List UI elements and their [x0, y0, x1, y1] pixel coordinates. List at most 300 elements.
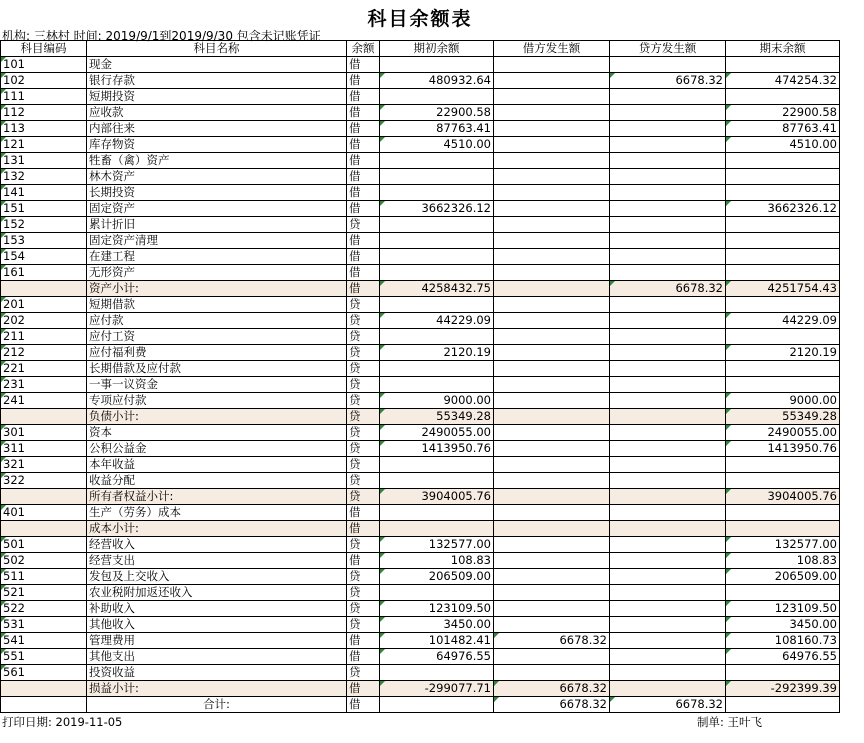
cell-direction: 贷: [347, 441, 380, 457]
cell-opening: [380, 457, 494, 473]
cell-direction: 借: [347, 105, 380, 121]
cell-code: 151: [1, 201, 87, 217]
header-code: 科目编码: [1, 41, 87, 57]
cell-opening: [380, 89, 494, 105]
cell-credit: [610, 297, 726, 313]
cell-debit: [494, 137, 610, 153]
cell-opening: 132577.00: [380, 537, 494, 553]
cell-name: 银行存款: [87, 73, 347, 89]
cell-direction: 贷: [347, 377, 380, 393]
cell-debit: [494, 409, 610, 425]
cell-closing: [726, 89, 840, 105]
cell-debit: [494, 105, 610, 121]
cell-credit: [610, 681, 726, 697]
total-row: [1, 697, 840, 713]
cell-code: 531: [1, 617, 87, 633]
cell-debit: [494, 169, 610, 185]
print-date: 打印日期: 2019-11-05: [2, 715, 123, 729]
cell-credit: [610, 425, 726, 441]
cell-opening: 3904005.76: [380, 489, 494, 505]
cell-closing: -292399.39: [726, 681, 840, 697]
cell-closing: 2490055.00: [726, 425, 840, 441]
cell-name: 无形资产: [87, 265, 347, 281]
cell-debit: [494, 217, 610, 233]
cell-opening: 4510.00: [380, 137, 494, 153]
cell-closing: [726, 377, 840, 393]
cell-debit: [494, 281, 610, 297]
table-row: [1, 137, 840, 153]
cell-closing: 108160.73: [726, 633, 840, 649]
cell-debit: [494, 121, 610, 137]
cell-name: 补助收入: [87, 601, 347, 617]
report-meta: 机构: 三林村 时间: 2019/9/1到2019/9/30 包含未记账凭证: [2, 29, 321, 43]
cell-direction: 贷: [347, 409, 380, 425]
cell-direction: 借: [347, 137, 380, 153]
cell-closing: 2120.19: [726, 345, 840, 361]
cell-closing: 44229.09: [726, 313, 840, 329]
cell-debit: [494, 153, 610, 169]
cell-debit: [494, 489, 610, 505]
cell-direction: 借: [347, 505, 380, 521]
cell-debit: [494, 521, 610, 537]
cell-credit: [610, 329, 726, 345]
cell-debit: [494, 329, 610, 345]
cell-debit: [494, 569, 610, 585]
cell-name: 公积公益金: [87, 441, 347, 457]
cell-opening: [380, 265, 494, 281]
cell-name: 应付工资: [87, 329, 347, 345]
cell-opening: 44229.09: [380, 313, 494, 329]
cell-closing: 4510.00: [726, 137, 840, 153]
cell-name: 林木资产: [87, 169, 347, 185]
cell-direction: 借: [347, 553, 380, 569]
cell-credit: [610, 649, 726, 665]
header-credit: 贷方发生额: [610, 41, 726, 57]
table-row: [1, 329, 840, 345]
cell-credit: [610, 601, 726, 617]
cell-name: 短期投资: [87, 89, 347, 105]
cell-name: 合计:: [87, 697, 347, 713]
cell-direction: 贷: [347, 425, 380, 441]
cell-opening: 101482.41: [380, 633, 494, 649]
cell-debit: [494, 441, 610, 457]
cell-closing: 1413950.76: [726, 441, 840, 457]
cell-debit: [494, 73, 610, 89]
cell-code: 541: [1, 633, 87, 649]
header-debit: 借方发生额: [494, 41, 610, 57]
cell-debit: [494, 457, 610, 473]
cell-credit: [610, 521, 726, 537]
cell-direction: 借: [347, 153, 380, 169]
table-row: [1, 217, 840, 233]
table-row: [1, 201, 840, 217]
cell-name: 现金: [87, 57, 347, 73]
cell-debit: [494, 89, 610, 105]
cell-code: 521: [1, 585, 87, 601]
cell-name: 短期借款: [87, 297, 347, 313]
cell-code: [1, 521, 87, 537]
cell-credit: [610, 313, 726, 329]
cell-credit: [610, 185, 726, 201]
cell-code: 221: [1, 361, 87, 377]
cell-credit: [610, 361, 726, 377]
header-closing: 期末余额: [726, 41, 840, 57]
cell-code: 501: [1, 537, 87, 553]
cell-debit: [494, 585, 610, 601]
cell-debit: [494, 393, 610, 409]
cell-name: 在建工程: [87, 249, 347, 265]
cell-code: 161: [1, 265, 87, 281]
cell-debit: [494, 201, 610, 217]
cell-direction: 贷: [347, 329, 380, 345]
cell-name: 库存物资: [87, 137, 347, 153]
cell-name: 投资收益: [87, 665, 347, 681]
cell-debit: [494, 473, 610, 489]
cell-debit: [494, 185, 610, 201]
cell-closing: 3904005.76: [726, 489, 840, 505]
cell-credit: [610, 393, 726, 409]
cell-opening: [380, 233, 494, 249]
cell-opening: [380, 217, 494, 233]
cell-direction: 借: [347, 201, 380, 217]
cell-code: 551: [1, 649, 87, 665]
cell-name: 经营收入: [87, 537, 347, 553]
cell-debit: [494, 665, 610, 681]
cell-opening: 3662326.12: [380, 201, 494, 217]
table-body: [1, 57, 840, 713]
cell-closing: [726, 185, 840, 201]
cell-opening: 4258432.75: [380, 281, 494, 297]
cell-debit: [494, 553, 610, 569]
cell-name: 所有者权益小计:: [87, 489, 347, 505]
table-row: [1, 505, 840, 521]
cell-code: 113: [1, 121, 87, 137]
cell-debit: 6678.32: [494, 697, 610, 713]
cell-credit: [610, 233, 726, 249]
cell-code: [1, 681, 87, 697]
cell-direction: 借: [347, 633, 380, 649]
cell-credit: [610, 457, 726, 473]
cell-name: 损益小计:: [87, 681, 347, 697]
subtotal-row: [1, 521, 840, 537]
table-row: [1, 297, 840, 313]
table-row: [1, 393, 840, 409]
table-row: [1, 585, 840, 601]
cell-opening: 2120.19: [380, 345, 494, 361]
cell-credit: [610, 137, 726, 153]
cell-credit: [610, 665, 726, 681]
cell-debit: [494, 249, 610, 265]
cell-credit: [610, 633, 726, 649]
cell-closing: 55349.28: [726, 409, 840, 425]
cell-closing: 474254.32: [726, 73, 840, 89]
cell-direction: 借: [347, 681, 380, 697]
table-row: [1, 121, 840, 137]
table-row: [1, 649, 840, 665]
cell-closing: [726, 585, 840, 601]
cell-opening: [380, 505, 494, 521]
cell-opening: [380, 57, 494, 73]
cell-direction: 贷: [347, 489, 380, 505]
cell-opening: 108.83: [380, 553, 494, 569]
cell-code: 561: [1, 665, 87, 681]
cell-opening: 22900.58: [380, 105, 494, 121]
cell-name: 固定资产清理: [87, 233, 347, 249]
cell-code: 502: [1, 553, 87, 569]
cell-code: 152: [1, 217, 87, 233]
cell-credit: 6678.32: [610, 281, 726, 297]
cell-credit: [610, 473, 726, 489]
table-row: [1, 185, 840, 201]
cell-name: 其他收入: [87, 617, 347, 633]
table-row: [1, 89, 840, 105]
cell-opening: [380, 297, 494, 313]
table-row: [1, 441, 840, 457]
cell-direction: 贷: [347, 457, 380, 473]
cell-direction: 贷: [347, 665, 380, 681]
cell-code: 301: [1, 425, 87, 441]
table-row: [1, 569, 840, 585]
cell-opening: 9000.00: [380, 393, 494, 409]
cell-debit: [494, 377, 610, 393]
cell-closing: [726, 697, 840, 713]
cell-code: 241: [1, 393, 87, 409]
cell-closing: [726, 57, 840, 73]
cell-debit: [494, 265, 610, 281]
cell-credit: [610, 89, 726, 105]
cell-opening: [380, 329, 494, 345]
header-name: 科目名称: [87, 41, 347, 57]
table-row: [1, 425, 840, 441]
cell-closing: 132577.00: [726, 537, 840, 553]
cell-code: 401: [1, 505, 87, 521]
cell-credit: [610, 409, 726, 425]
table-row: [1, 617, 840, 633]
header-direction: 余额: [347, 41, 380, 57]
cell-closing: 3450.00: [726, 617, 840, 633]
cell-code: 131: [1, 153, 87, 169]
cell-credit: [610, 121, 726, 137]
cell-opening: 64976.55: [380, 649, 494, 665]
cell-name: 长期投资: [87, 185, 347, 201]
cell-opening: -299077.71: [380, 681, 494, 697]
cell-closing: [726, 249, 840, 265]
cell-direction: 贷: [347, 537, 380, 553]
cell-name: 生产（劳务）成本: [87, 505, 347, 521]
cell-code: 141: [1, 185, 87, 201]
cell-credit: [610, 505, 726, 521]
cell-debit: [494, 617, 610, 633]
cell-name: 农业税附加返还收入: [87, 585, 347, 601]
cell-direction: 借: [347, 649, 380, 665]
cell-code: 322: [1, 473, 87, 489]
cell-name: 累计折旧: [87, 217, 347, 233]
table-row: [1, 233, 840, 249]
cell-debit: [494, 345, 610, 361]
report-title: 科目余额表: [367, 8, 473, 30]
table-row: [1, 57, 840, 73]
table-row: [1, 313, 840, 329]
cell-credit: [610, 537, 726, 553]
cell-direction: 借: [347, 233, 380, 249]
cell-code: [1, 409, 87, 425]
cell-code: 101: [1, 57, 87, 73]
cell-name: 应付福利费: [87, 345, 347, 361]
cell-closing: 87763.41: [726, 121, 840, 137]
cell-direction: 贷: [347, 585, 380, 601]
prepared-by: 制单: 王叶飞: [697, 715, 763, 729]
cell-direction: 借: [347, 121, 380, 137]
header-opening: 期初余额: [380, 41, 494, 57]
cell-name: 长期借款及应付款: [87, 361, 347, 377]
cell-closing: 108.83: [726, 553, 840, 569]
cell-direction: 借: [347, 89, 380, 105]
cell-name: 应收款: [87, 105, 347, 121]
cell-debit: [494, 649, 610, 665]
cell-closing: 206509.00: [726, 569, 840, 585]
table-header-row: [1, 41, 840, 57]
cell-closing: [726, 217, 840, 233]
cell-credit: [610, 489, 726, 505]
balance-table: [0, 40, 840, 713]
cell-direction: 借: [347, 169, 380, 185]
cell-closing: [726, 153, 840, 169]
cell-opening: 206509.00: [380, 569, 494, 585]
table-row: [1, 345, 840, 361]
cell-opening: [380, 361, 494, 377]
table-row: [1, 377, 840, 393]
cell-code: 201: [1, 297, 87, 313]
cell-code: 102: [1, 73, 87, 89]
cell-credit: [610, 265, 726, 281]
cell-name: 收益分配: [87, 473, 347, 489]
cell-opening: [380, 153, 494, 169]
cell-code: [1, 281, 87, 297]
cell-debit: 6678.32: [494, 633, 610, 649]
cell-direction: 借: [347, 57, 380, 73]
subtotal-row: [1, 409, 840, 425]
cell-name: 内部往来: [87, 121, 347, 137]
cell-code: 111: [1, 89, 87, 105]
cell-direction: 贷: [347, 361, 380, 377]
cell-credit: [610, 169, 726, 185]
cell-closing: [726, 473, 840, 489]
cell-code: 511: [1, 569, 87, 585]
cell-closing: 22900.58: [726, 105, 840, 121]
cell-opening: 123109.50: [380, 601, 494, 617]
cell-debit: [494, 297, 610, 313]
cell-direction: 借: [347, 249, 380, 265]
cell-closing: [726, 265, 840, 281]
cell-credit: 6678.32: [610, 73, 726, 89]
cell-direction: 贷: [347, 297, 380, 313]
cell-name: 成本小计:: [87, 521, 347, 537]
cell-opening: 55349.28: [380, 409, 494, 425]
cell-closing: 123109.50: [726, 601, 840, 617]
cell-credit: [610, 57, 726, 73]
cell-direction: 借: [347, 281, 380, 297]
cell-closing: [726, 521, 840, 537]
table-row: [1, 249, 840, 265]
cell-name: 管理费用: [87, 633, 347, 649]
cell-closing: 3662326.12: [726, 201, 840, 217]
table-row: [1, 105, 840, 121]
subtotal-row: [1, 281, 840, 297]
cell-direction: 贷: [347, 313, 380, 329]
cell-opening: [380, 473, 494, 489]
cell-closing: [726, 457, 840, 473]
cell-direction: 借: [347, 697, 380, 713]
cell-closing: 64976.55: [726, 649, 840, 665]
cell-credit: [610, 217, 726, 233]
cell-name: 应付款: [87, 313, 347, 329]
cell-code: 132: [1, 169, 87, 185]
cell-debit: [494, 361, 610, 377]
cell-code: 121: [1, 137, 87, 153]
table-row: [1, 73, 840, 89]
cell-credit: [610, 249, 726, 265]
cell-credit: [610, 105, 726, 121]
cell-opening: [380, 585, 494, 601]
cell-name: 资产小计:: [87, 281, 347, 297]
cell-name: 本年收益: [87, 457, 347, 473]
cell-debit: [494, 537, 610, 553]
cell-opening: [380, 665, 494, 681]
table-row: [1, 633, 840, 649]
cell-code: 154: [1, 249, 87, 265]
cell-credit: [610, 345, 726, 361]
cell-closing: [726, 665, 840, 681]
cell-closing: [726, 297, 840, 313]
table-row: [1, 537, 840, 553]
table-row: [1, 473, 840, 489]
table-row: [1, 457, 840, 473]
cell-closing: [726, 329, 840, 345]
cell-name: 负债小计:: [87, 409, 347, 425]
cell-debit: [494, 505, 610, 521]
table-row: [1, 361, 840, 377]
cell-name: 固定资产: [87, 201, 347, 217]
cell-direction: 借: [347, 521, 380, 537]
cell-name: 发包及上交收入: [87, 569, 347, 585]
cell-debit: [494, 601, 610, 617]
cell-code: 321: [1, 457, 87, 473]
cell-credit: [610, 553, 726, 569]
table-row: [1, 665, 840, 681]
cell-opening: [380, 185, 494, 201]
cell-credit: [610, 201, 726, 217]
cell-closing: [726, 361, 840, 377]
cell-debit: [494, 57, 610, 73]
cell-opening: [380, 521, 494, 537]
table-row: [1, 265, 840, 281]
cell-direction: 贷: [347, 617, 380, 633]
cell-opening: [380, 169, 494, 185]
cell-opening: 3450.00: [380, 617, 494, 633]
cell-name: 一事一议资金: [87, 377, 347, 393]
cell-name: 牲畜（禽）资产: [87, 153, 347, 169]
cell-debit: [494, 233, 610, 249]
cell-code: 522: [1, 601, 87, 617]
subtotal-row: [1, 681, 840, 697]
cell-direction: 借: [347, 185, 380, 201]
cell-code: 231: [1, 377, 87, 393]
cell-opening: 2490055.00: [380, 425, 494, 441]
cell-code: [1, 697, 87, 713]
cell-direction: 贷: [347, 569, 380, 585]
cell-direction: 借: [347, 73, 380, 89]
cell-credit: [610, 441, 726, 457]
